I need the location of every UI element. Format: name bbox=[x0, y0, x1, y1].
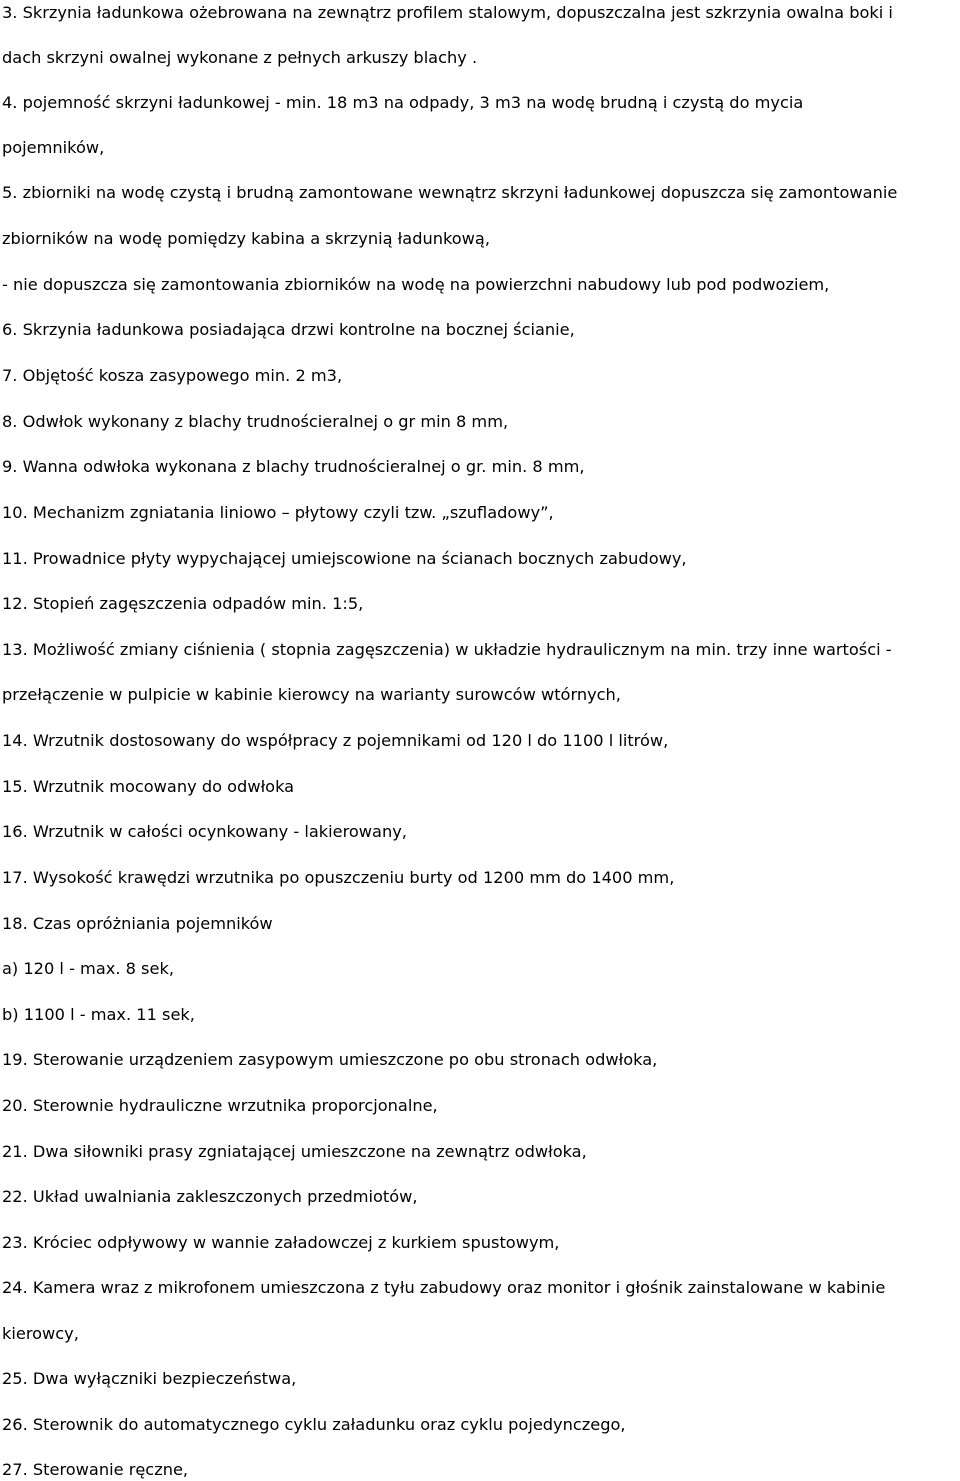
text-line: zbiorników na wodę pomiędzy kabina a skrzynią ładunkową, bbox=[2, 229, 490, 248]
text-line: 15. Wrzutnik mocowany do odwłoka bbox=[2, 777, 295, 796]
text-line: 8. Odwłok wykonany z blachy trudnościeralnej o gr min 8 mm, bbox=[2, 412, 509, 431]
text-line: 4. pojemność skrzyni ładunkowej - min. 18 m3 na odpady, 3 m3 na wodę brudną i czystą do mycia bbox=[2, 93, 804, 112]
text-line: 6. Skrzynia ładunkowa posiadająca drzwi kontrolne na bocznej ścianie, bbox=[2, 320, 575, 339]
text-line: 12. Stopień zagęszczenia odpadów min. 1:5, bbox=[2, 594, 364, 613]
text-line: 9. Wanna odwłoka wykonana z blachy trudnościeralnej o gr. min. 8 mm, bbox=[2, 457, 585, 476]
text-line: 19. Sterowanie urządzeniem zasypowym umieszczone po obu stronach odwłoka, bbox=[2, 1050, 658, 1069]
text-line: 22. Układ uwalniania zakleszczonych przedmiotów, bbox=[2, 1187, 418, 1206]
text-line: 25. Dwa wyłączniki bezpieczeństwa, bbox=[2, 1369, 297, 1388]
text-line: 17. Wysokość krawędzi wrzutnika po opuszczeniu burty od 1200 mm do 1400 mm, bbox=[2, 868, 675, 887]
text-line: 3. Skrzynia ładunkowa ożebrowana na zewnątrz profilem stalowym, dopuszczalna jest szkrzynia owalna boki i bbox=[2, 3, 893, 22]
text-line: b) 1100 l - max. 11 sek, bbox=[2, 1005, 195, 1024]
text-line: 26. Sterownik do automatycznego cyklu załadunku oraz cyklu pojedynczego, bbox=[2, 1415, 626, 1434]
text-line: 7. Objętość kosza zasypowego min. 2 m3, bbox=[2, 366, 343, 385]
text-line: 5. zbiorniki na wodę czystą i brudną zamontowane wewnątrz skrzyni ładunkowej dopuszcza się zamontowanie bbox=[2, 183, 898, 202]
text-line: 20. Sterownie hydrauliczne wrzutnika proporcjonalne, bbox=[2, 1096, 438, 1115]
text-line: 24. Kamera wraz z mikrofonem umieszczona z tyłu zabudowy oraz monitor i głośnik zainstalowane w kabinie bbox=[2, 1278, 886, 1297]
text-line: 23. Króciec odpływowy w wannie załadowczej z kurkiem spustowym, bbox=[2, 1233, 560, 1252]
text-line: 27. Sterowanie ręczne, bbox=[2, 1460, 189, 1479]
text-line: 10. Mechanizm zgniatania liniowo – płytowy czyli tzw. „szufladowy”, bbox=[2, 503, 554, 522]
text-line: dach skrzyni owalnej wykonane z pełnych arkuszy blachy . bbox=[2, 48, 478, 67]
text-line: a) 120 l - max. 8 sek, bbox=[2, 959, 174, 978]
text-line: 11. Prowadnice płyty wypychającej umiejscowione na ścianach bocznych zabudowy, bbox=[2, 549, 687, 568]
text-line: 18. Czas opróżniania pojemników bbox=[2, 914, 273, 933]
text-line: - nie dopuszcza się zamontowania zbiorników na wodę na powierzchni nabudowy lub pod podwoziem, bbox=[2, 275, 830, 294]
text-line: 13. Możliwość zmiany ciśnienia ( stopnia zagęszczenia) w układzie hydraulicznym na min. trzy inne wartości - bbox=[2, 640, 892, 659]
text-line: przełączenie w pulpicie w kabinie kierowcy na warianty surowców wtórnych, bbox=[2, 685, 621, 704]
text-line: pojemników, bbox=[2, 138, 105, 157]
text-line: 21. Dwa siłowniki prasy zgniatającej umieszczone na zewnątrz odwłoka, bbox=[2, 1142, 587, 1161]
text-line: 14. Wrzutnik dostosowany do współpracy z pojemnikami od 120 l do 1100 l litrów, bbox=[2, 731, 669, 750]
text-line: 16. Wrzutnik w całości ocynkowany - lakierowany, bbox=[2, 822, 407, 841]
text-line: kierowcy, bbox=[2, 1324, 79, 1343]
